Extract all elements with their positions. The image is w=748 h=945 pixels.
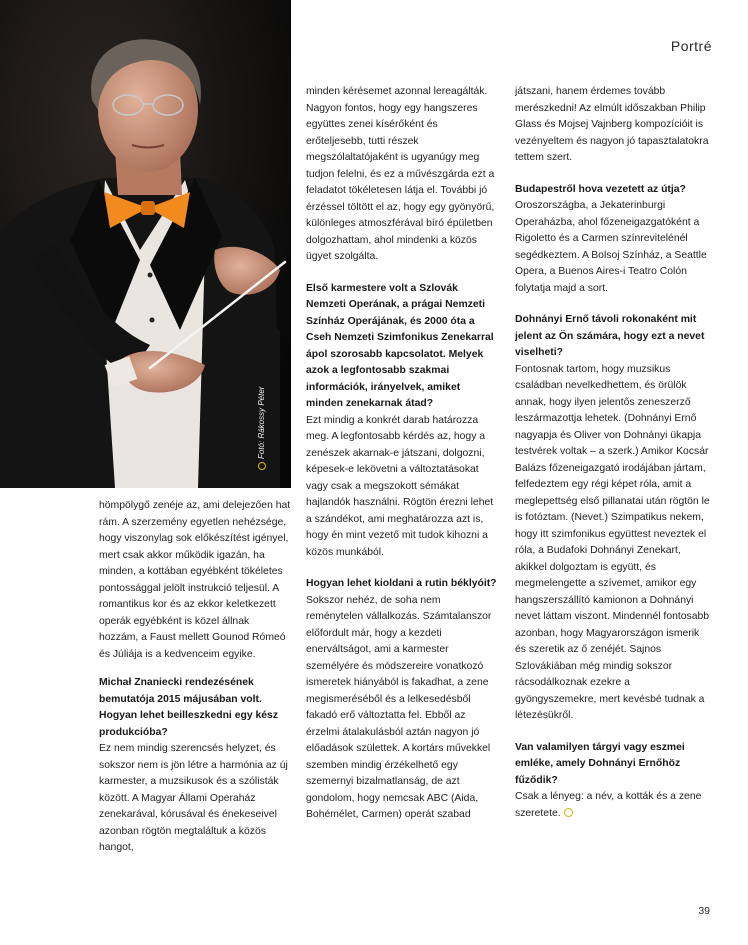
answer: Ez nem mindig szerencsés helyzet, és sokszor nem is jön létre a harmónia az új karmester, a muzsikusok és a szólisták között. A Magyar Állami Operaház zenekarával, kórusával és énekeseivel azonban rögtön megtaláltuk a közös hangot, [99,743,288,853]
conductor-illustration [0,0,291,488]
answer: Sokszor nehéz, de soha nem reménytelen vállalkozás. Számtalanszor előfordult már, hogy a kezdeti enerváltságot, ami a karmester személyére és módszereire vonatkozó ismeretek hiányából is fakadhat, a zene megismeréséből és a lelkesedésből fakadó erő változtatta fel. Ebből az érzelmi átalakulásból aztán nagyon jó előadások születtek. A kortárs művekkel szemben mindig érzékelhető egy szemernyi bizalmatlanság, de azt gondolom, hogy nemcsak ABC (Aida, Bohémélet, Carmen) operát szabad [306,594,492,820]
answer-text: Csak a lényeg: a név, a kották és a zene szeretete. [515,791,702,819]
answer: Ezt mindig a konkrét darab határozza meg. A legfontosabb kérdés az, hogy a zenészek akarnak-e játszani, dolgozni, képesek-e lekövetni a változtatásokat vagy csak a megszokott sémákat hajlandók használni. Rögtön érezni lehet a szándékot, ami meghatározza azt is, hogy én mint vezető mit tudok kihozni a közös munkából. [306,414,494,558]
question: Első karmestere volt a Szlovák Nemzeti Operának, a prágai Nemzeti Színház Operájának, és 2000 óta a Cseh Nemzeti Szimfonikus Zenekarral ápol szorosabb kapcsolatot. Melyek azok a legfontosabb szakmai információk, irányelvek, amiket minden zenekarnak átad? [306,282,494,409]
column-1 [99,498,291,872]
question: Hogyan lehet kioldani a rutin béklyóit? [306,578,497,589]
section-label: Portré [670,38,712,54]
column-3 [515,84,713,837]
paragraph: minden kérésemet azonnal lereagálták. Nagyon fontos, hogy egy hangszeres együttes zenei kísérőként és erőteljesebb, tutti részek megszólaltatójaként is ugyanúgy meg tudjon felelni, és ez a művészgárda ezt a feladatot tökéletesen látja el. További jó érzéssel töltött el az, hogy egy gyönyörű, különleges atmoszférával bíró épületben dolgozhattam, ahol mindenki a közös ügyet szolgálta. [306,86,495,262]
question: Van valamilyen tárgyi vagy eszmei emléke, amely Dohnányi Ernőhöz fűződik? [515,741,685,786]
column-2 [306,84,500,839]
question: Dohnányi Ernő távoli rokonaként mit jelent az Ön számára, hogy ezt a nevet viselheti? [515,314,705,358]
conductor-photo [0,0,291,488]
answer-final [515,789,713,822]
end-mark-icon [564,808,573,817]
paragraph: hömpölygő zenéje az, ami delejezően hat rám. A szerzemény egyetlen nehézsége, hogy viszonylag sok előkészítést igényel, mert csak akkor működik igazán, ha minden, a kottában egyébként tökéletes pontossággal jelölt instrukció teljesül. A romantikus kor és az ekkor keletkezett operák egyébként is közel állnak hozzám, a Faust mellett Gounod Rómeó és Júliája is a kedvenceim egyike. [99,500,291,660]
page-number: 39 [698,905,710,917]
credit-icon [258,462,266,470]
photo-credit [257,380,271,470]
question: Michał Znaniecki rendezésének bemutatója 2015 májusában volt. Hogyan lehet beilleszkedni egy kész produkcióba? [99,677,279,738]
answer: Oroszországba, a Jekaterinburgi Operaházba, ahol főzeneigazgatóként a Rigoletto és a Carmen színrevitelénél segédkeztem. A Bolsoj Színház, a Seattle Opera, a Buenos Aires-i Teatro Colón folytatja majd a sort. [515,200,707,294]
answer: Fontosnak tartom, hogy muzsikus családban nevelkedhettem, és örülök annak, hogy ilyen jelentős zeneszerző leszármazottja lehetek. (Dohnányi Ernő nagyapja és Oliver von Dohnányi ükapja testvérek voltak – a szerk.) Amikor Kocsár Balázs főzeneigazgató irodájában jártam, felfedeztem egy régi képet róla, amit a meglepettség első pillanatai után rögtön le is fotóztam. (Nevet.) Szimpatikus nekem, hogy itt szimfonikus együttest neveztek el róla, a Budafoki Dohnányi Zenekart, akikkel dolgoztam is együtt, és megmelengette a szívemet, amikor egy hangszerszállító kamionon a Dohnányi nevet láttam viszont. Mindennél fontosabb azonban, hogy Magyarországon ismerik és szeretik az ő zenéjét. Sajnos Szlovákiában még mindig sokszor rácsodálkoznak ezekre a gyöngyszemekre, mert kevésbé tudnak a létezésükről. [515,363,710,721]
paragraph: játszani, hanem érdemes tovább merészkedni! Az elmúlt időszakban Philip Glass és Mojsej Vajnberg kompozícióit is vezényeltem és nagyon jó tapasztalatokra tettem szert. [515,86,709,163]
question: Budapestről hova vezetett az útja? [515,183,686,195]
credit-text: Fotó: Rákossy Péter [257,386,266,459]
